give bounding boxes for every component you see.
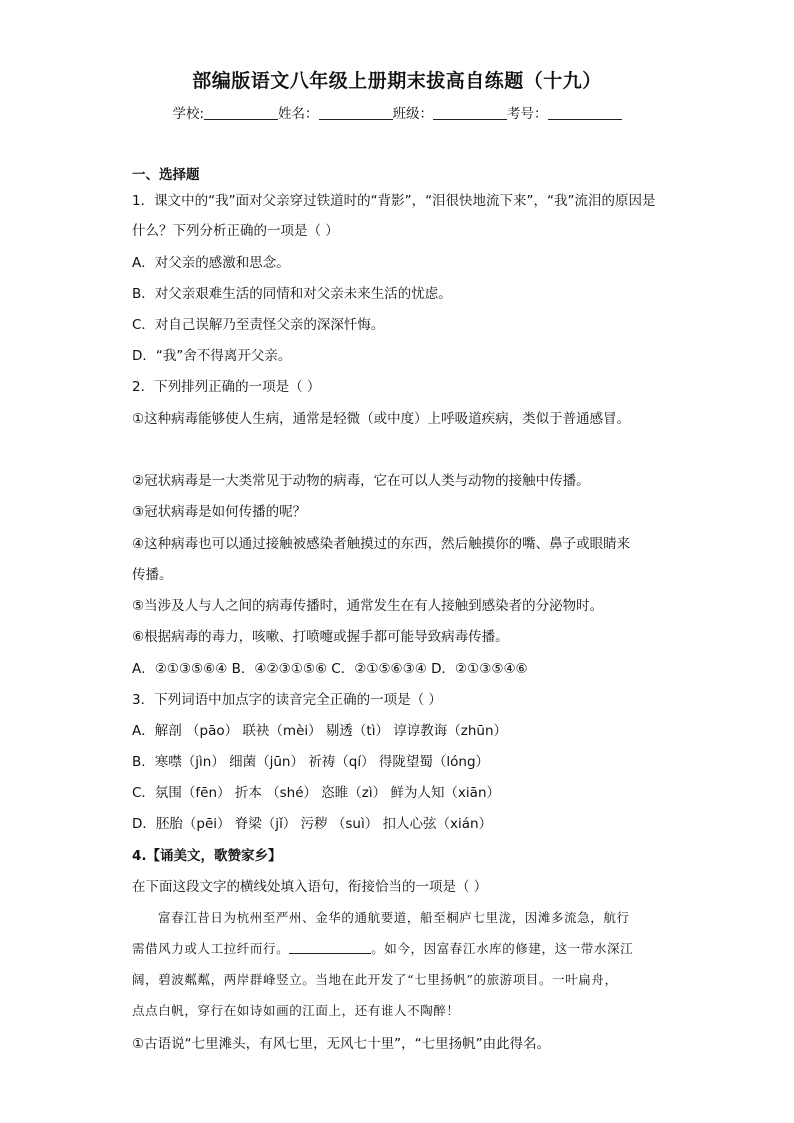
q2-sentence-2: ②冠状病毒是一大类常见于动物的病毒，它在可以人类与动物的接触中传播。 [132,473,590,489]
q4-passage-line3: 阔，碧波粼粼，两岸群峰竖立。当地在此开发了“七里扬帆”的旅游项目。一叶扁舟， [132,972,618,987]
name-blank[interactable] [319,105,393,120]
class-blank[interactable] [433,105,507,120]
q2-options: A．②①③⑤⑥④ B．④②③①⑤⑥ C．②①⑤⑥③④ D．②①③⑤④⑥ [132,661,528,677]
q1-option-b: B．对父亲艰难生活的同情和对父亲未来生活的忧虑。 [132,286,452,302]
q4-answer-blank[interactable] [289,941,371,954]
q2-sentence-3: ③冠状病毒是如何传播的呢？ [132,504,307,520]
q4-passage-line2-start: 需借风力或人工拉纤而行。 [132,941,290,956]
q2-sentence-4: ④这种病毒也可以通过接触被感染者触摸过的东西，然后触摸你的嘴、鼻子或眼睛来 [132,536,631,552]
class-label: 班级： [392,106,434,122]
exam-no-blank[interactable] [548,105,622,120]
q1-stem-line2: 什么？下列分析正确的一项是（ ） [132,223,339,239]
page-title: 部编版语文八年级上册期末拔高自练题（十九） [192,70,602,92]
q4-heading: 4.【诵美文，歌赞家乡】 [132,848,282,864]
school-label: 学校: [172,106,205,122]
q3-option-a: A．解剖 （pāo） 联袂（mèi） 剔透（tì） 谆谆教诲（zhūn） [132,723,508,739]
q1-option-c: C．对自己误解乃至责怪父亲的深深忏悔。 [132,317,385,333]
student-info-line [0,102,794,122]
q4-sentence-1: ①古语说“七里滩头，有风七里，无风七十里”，“七里扬帆”由此得名。 [132,1036,551,1052]
q4-passage-line2-end: 。如今，因富春江水库的修建，这一带水深江 [371,941,634,956]
q2-sentence-4-cont: 传播。 [132,567,173,583]
school-blank[interactable] [204,105,278,120]
name-label: 姓名： [278,106,319,122]
q2-sentence-6: ⑥根据病毒的毒力，咳嗽、打喷嚏或握手都可能导致病毒传播。 [132,629,509,645]
q3-option-b: B．寒噤（jìn） 细菌（jūn） 祈祷（qí） 得陇望蜀（lóng） [132,754,490,770]
q4-passage-line2 [132,940,660,958]
q2-stem: 2．下列排列正确的一项是（ ） [132,379,321,395]
q1-option-d: D．“我”舍不得离开父亲。 [132,348,292,364]
exam-no-label: 考号： [507,106,548,122]
q4-passage-line4: 点点白帆，穿行在如诗如画的江面上，还有谁人不陶醉！ [132,1003,460,1018]
q3-option-d: D．胚胎（pēi） 脊梁（jǐ） 污秽 （suì） 扣人心弦（xián） [132,816,493,832]
q1-stem-line1: 1．课文中的“我”面对父亲穿过铁道时的“背影”，“泪很快地流下来”，“我”流泪的原因是 [132,193,656,209]
q2-sentence-1: ①这种病毒能够使人生病，通常是轻微（或中度）上呼吸道疾病，类似于普通感冒。 [132,411,631,427]
section-title: 一、选择题 [132,167,200,183]
q2-sentence-5: ⑤当涉及人与人之间的病毒传播时，通常发生在有人接触到感染者的分泌物时。 [132,598,604,614]
q3-stem: 3．下列词语中加点字的读音完全正确的一项是（ ） [132,692,442,708]
q1-option-a: A．对父亲的感激和思念。 [132,255,290,271]
q4-stem: 在下面这段文字的横线处填入语句，衔接恰当的一项是（ ） [132,879,488,895]
q4-passage-line1: 富春江昔日为杭州至严州、金华的通航要道，船至桐庐七里泷，因滩多流急，航行 [158,910,630,925]
q3-option-c: C．氛围（fēn） 折本 （shé） 恣睢（zì） 鲜为人知（xiān） [132,785,501,801]
